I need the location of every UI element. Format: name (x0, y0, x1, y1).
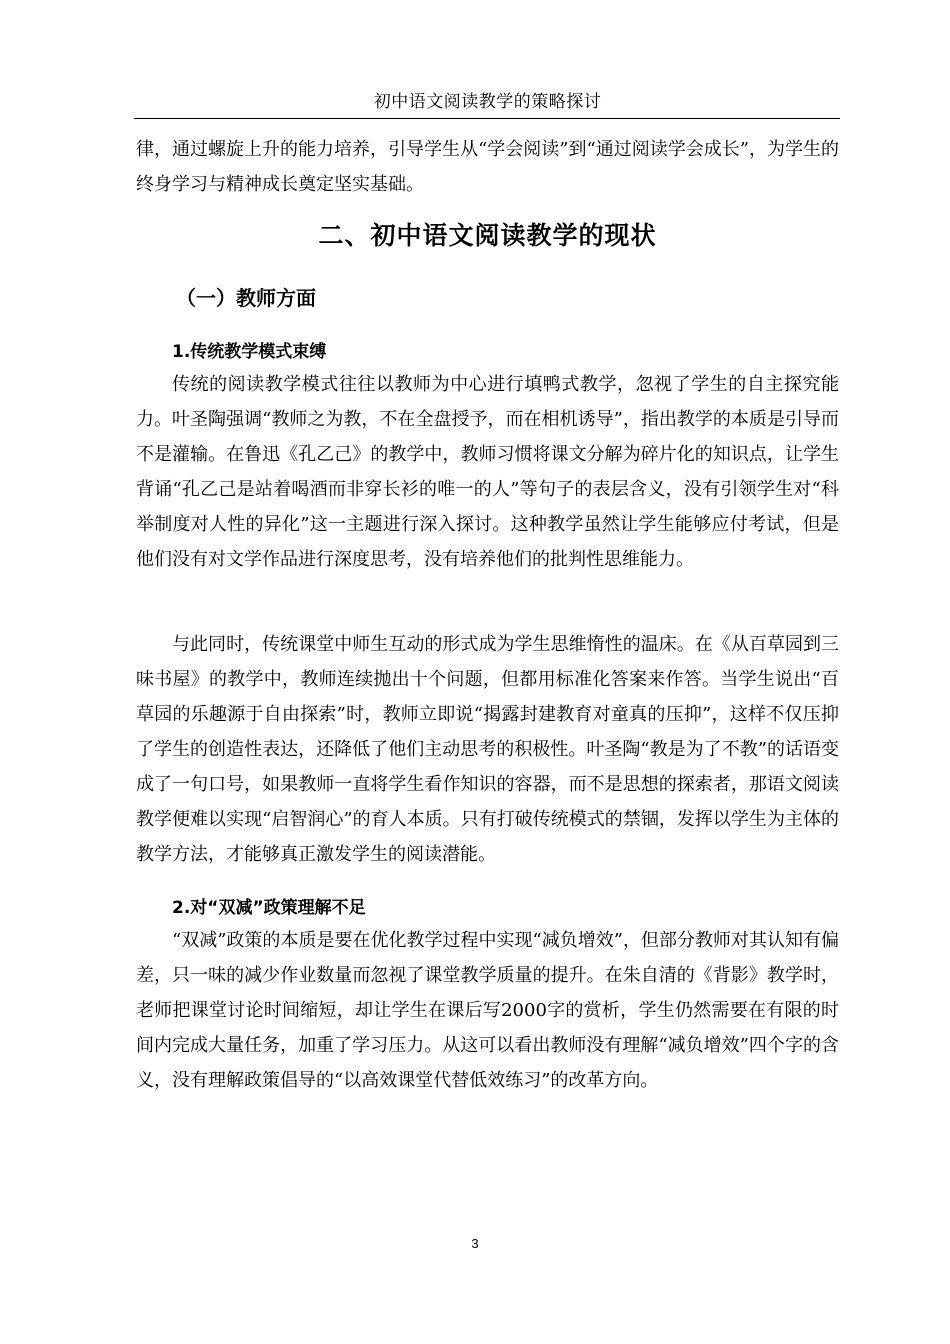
intro-paragraph: 律，通过螺旋上升的能力培养，引导学生从“学会阅读”到“通过阅读学会成长”，为学生的终身学习与精神成长奠定坚实基础。 (136, 139, 839, 195)
header-rule (134, 118, 840, 119)
page-number: 3 (471, 1236, 479, 1251)
subsection-2-paragraph-1: “双减”政策的本质是要在优化教学过程中实现“减负增效”，但部分教师对其认知有偏差，只一味的减少作业数量而忽视了课堂教学质量的提升。在朱自清的《背影》教学时，老师把课堂讨论时间缩短，却让学生在课后写2000字的赏析，学生仍然需要在有限的时间内完成大量任务，加重了学习压力。从这可以看出教师没有理解“减负增效”四个字的含义，没有理解政策倡导的“以高效课堂代替低效练习”的改革方向。 (136, 930, 839, 1091)
subsection-1-title: 1.传统教学模式束缚 (172, 342, 327, 362)
subsection-2-title: 2.对“双减”政策理解不足 (172, 898, 366, 918)
section-title: （一）教师方面 (176, 286, 316, 310)
subsection-1-paragraph-1: 传统的阅读教学模式往往以教师为中心进行填鸭式教学，忽视了学生的自主探究能力。叶圣陶强调“教师之为教，不在全盘授予，而在相机诱导”，指出教学的本质是引导而不是灌输。在鲁迅《孔乙己》的教学中，教师习惯将课文分解为碎片化的知识点，让学生背诵“孔乙己是站着喝酒而非穿长衫的唯一的人”等句子的表层含义，没有引领学生对“科举制度对人性的异化”这一主题进行深入探讨。这种教学虽然让学生能够应付考试，但是他们没有对文学作品进行深度思考，没有培养他们的批判性思维能力。 (136, 374, 839, 570)
chapter-title: 二、初中语文阅读教学的现状 (318, 221, 657, 250)
running-header: 初中语文阅读教学的策略探讨 (373, 92, 602, 112)
subsection-1-paragraph-2: 与此同时，传统课堂中师生互动的形式成为学生思维惰性的温床。在《从百草园到三味书屋》的教学中，教师连续抛出十个问题，但都用标准化答案来作答。当学生说出“百草园的乐趣源于自由探索”时，教师立即说“揭露封建教育对童真的压抑”，这样不仅压抑了学生的创造性表达，还降低了他们主动思考的积极性。叶圣陶“教是为了不教”的话语变成了一句口号，如果教师一直将学生看作知识的容器，而不是思想的探索者，那语文阅读教学便难以实现“启智润心”的育人本质。只有打破传统模式的禁锢，发挥以学生为主体的教学方法，才能够真正激发学生的阅读潜能。 (136, 634, 839, 865)
